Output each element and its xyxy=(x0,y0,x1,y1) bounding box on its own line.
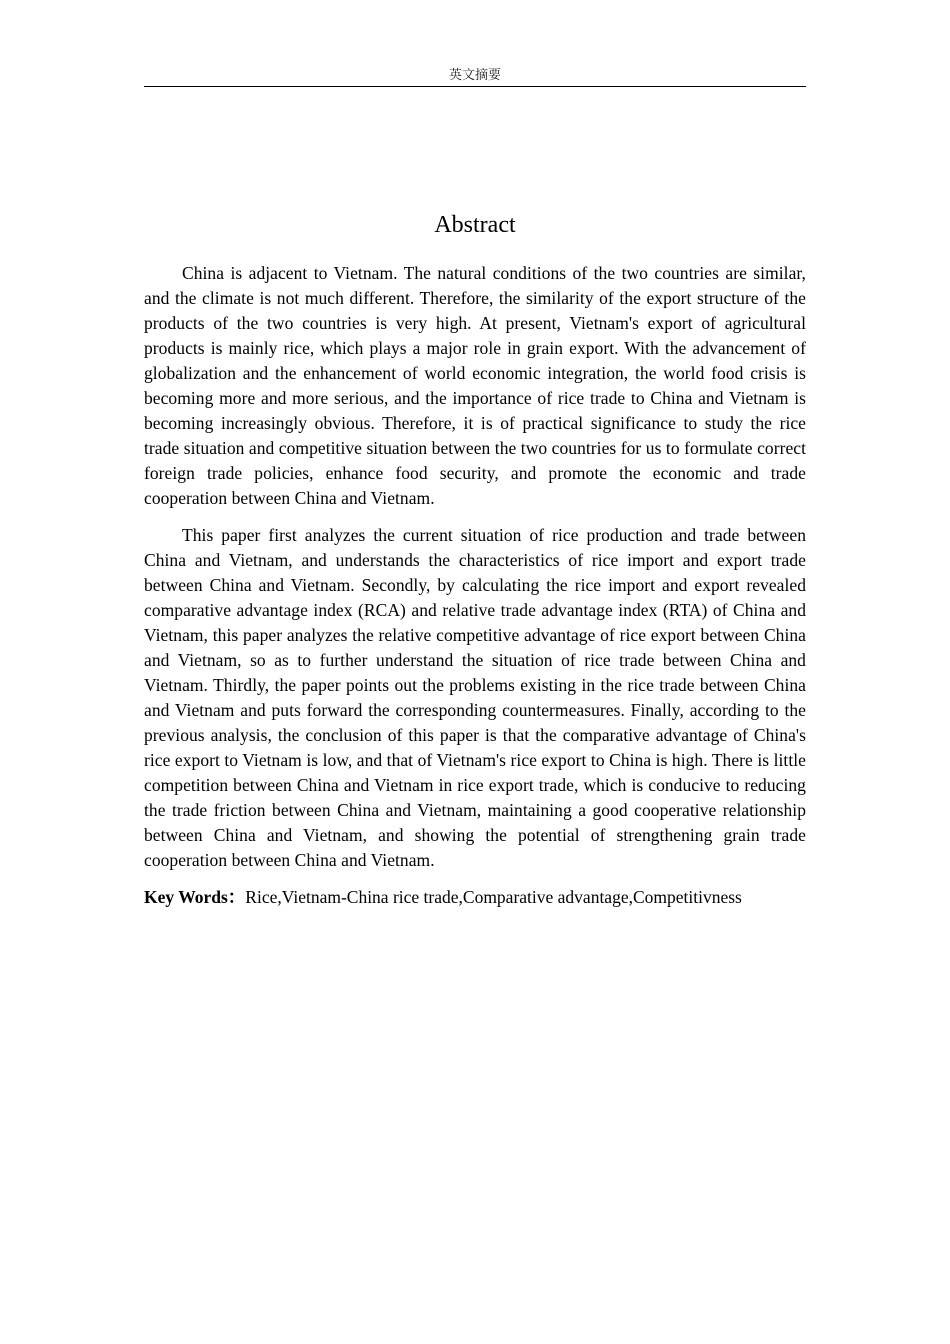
running-title: 英文摘要 xyxy=(448,68,501,83)
keywords-line xyxy=(144,885,806,910)
keywords-label: Key Words： xyxy=(144,887,246,907)
abstract-section xyxy=(144,205,806,910)
page-header xyxy=(144,66,806,87)
abstract-paragraph-1: China is adjacent to Vietnam. The natural conditions of the two countries are similar, and the climate is not much different. Therefore, the similarity of the export structure of the products of the two countries is very high. At present, Vietnam's export of agricultural products is mainly rice, which plays a major role in grain export. With the advancement of globalization and the enhancement of world economic integration, the world food crisis is becoming more and more serious, and the importance of rice trade to China and Vietnam is becoming increasingly obvious. Therefore, it is of practical significance to study the rice trade situation and competitive situation between the two countries for us to formulate correct foreign trade policies, enhance food security, and promote the economic and trade cooperation between China and Vietnam. xyxy=(144,263,806,508)
abstract-paragraph-2: This paper first analyzes the current situation of rice production and trade between China and Vietnam, and understands the characteristics of rice import and export trade between China and Vietnam. Secondly, by calculating the rice import and export revealed comparative advantage index (RCA) and relative trade advantage index (RTA) of China and Vietnam, this paper analyzes the relative competitive advantage of rice export between China and Vietnam, so as to further understand the situation of rice trade between China and Vietnam. Thirdly, the paper points out the problems existing in the rice trade between China and Vietnam and puts forward the corresponding countermeasures. Finally, according to the previous analysis, the conclusion of this paper is that the comparative advantage of China's rice export to Vietnam is low, and that of Vietnam's rice export to China is high. There is little competition between China and Vietnam in rice export trade, which is conducive to reducing the trade friction between China and Vietnam, maintaining a good cooperative relationship between China and Vietnam, and showing the potential of strengthening grain trade cooperation between China and Vietnam. xyxy=(144,525,806,870)
keywords-list: Rice,Vietnam-China rice trade,Comparative advantage,Competitivness xyxy=(245,887,742,907)
abstract-title: Abstract xyxy=(434,212,516,238)
